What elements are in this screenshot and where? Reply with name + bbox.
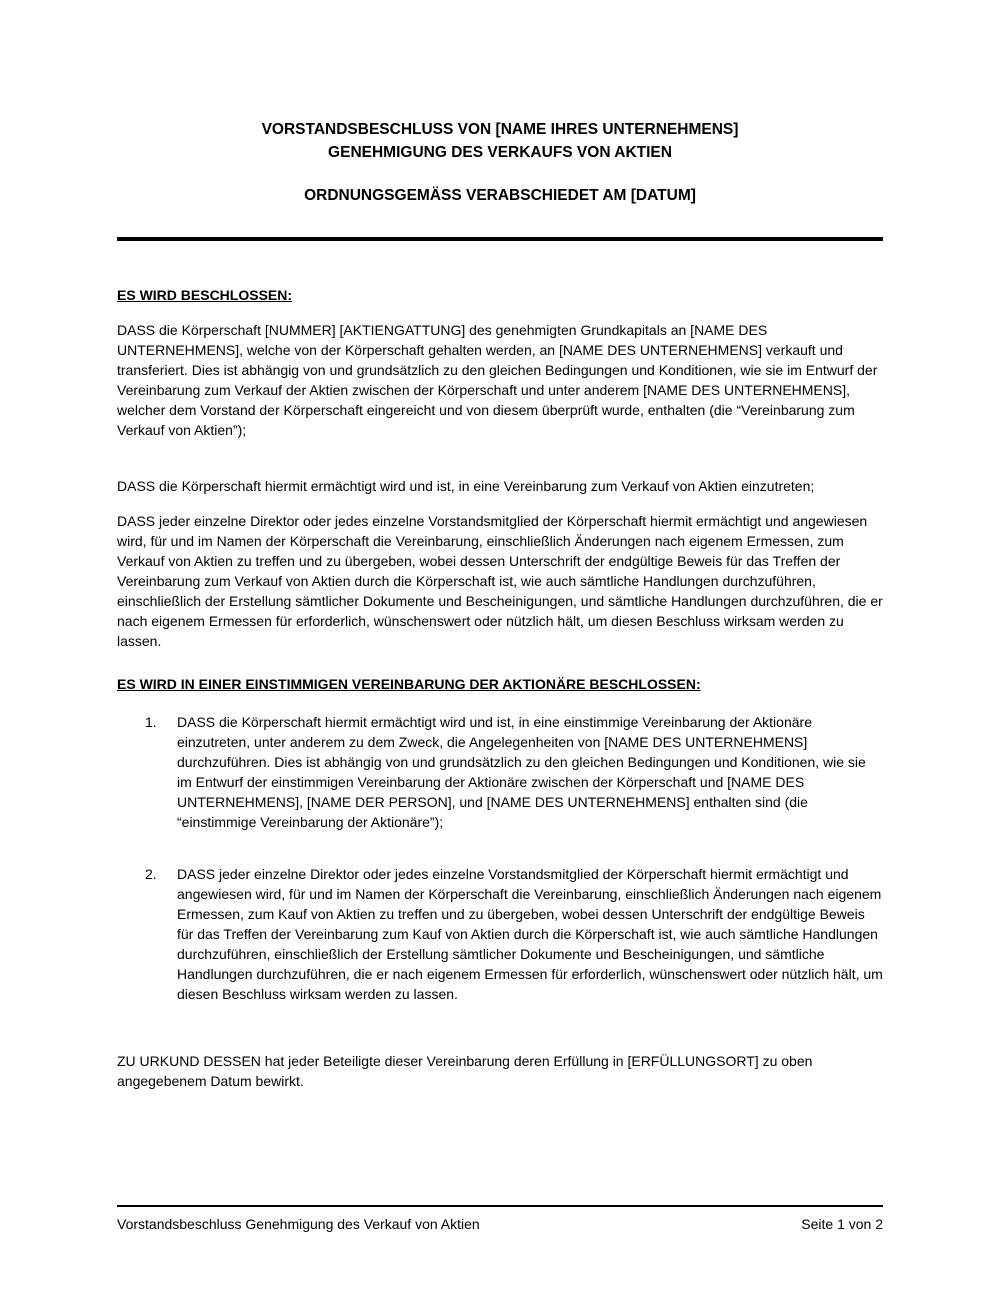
section1-paragraph-1: DASS die Körperschaft [NUMMER] [AKTIENGATTUNG] des genehmigten Grundkapitals an [NAME DES UNTERNEHMENS], welche von der Körperschaft gehalten werden, an [NAME DES UNTERNEHMENS] verkauft und transferiert. Dies ist abhängig von und grundsätzlich zu den gleichen Bedingungen und Konditionen, wie sie im Entwurf der Vereinbarung zum Verkauf der Aktien zwischen der Körperschaft und unter anderem [NAME DES UNTERNEHMENS], welcher dem Vorstand der Körperschaft eingereicht und von diesem überprüft wurde, enthalten (die “Vereinbarung zum Verkauf von Aktien”); [117,322,878,438]
footer-document-title: Vorstandsbeschluss Genehmigung des Verkauf von Aktien [117,1216,480,1232]
section1-paragraph-3: DASS jeder einzelne Direktor oder jedes einzelne Vorstandsmitglied der Körperschaft hiermit ermächtigt und angewiesen wird, für und im Namen der Körperschaft die Vereinbarung, einschließlich Änderungen nach eigenem Ermessen, zum Verkauf von Aktien zu treffen und zu übergeben, wobei dessen Unterschrift der endgültige Beweis für das Treffen der Vereinbarung zum Verkauf von Aktien durch die Körperschaft ist, wie auch sämtliche Handlungen durchzuführen, einschließlich der Erstellung sämtlicher Dokumente und Bescheinigungen, und sämtliche Handlungen durchzuführen, die er nach eigenem Ermessen für erforderlich, wünschenswert oder nützlich hält, um diesen Beschluss wirksam werden zu lassen. [117,513,883,649]
closing-paragraph: ZU URKUND DESSEN hat jeder Beteiligte dieser Vereinbarung deren Erfüllung in [ERFÜLLUNGSORT] zu oben angegebenem Datum bewirkt. [117,1053,813,1089]
list-item [117,864,883,1004]
section2-numbered-list [117,712,883,1004]
page-footer [117,1205,883,1234]
title-line-2: GENEHMIGUNG DES VERKAUFS VON AKTIEN [328,144,672,161]
document-title [117,0,883,164]
footer-divider [117,1205,883,1207]
section2-heading: ES WIRD IN EINER EINSTIMMIGEN VEREINBARUNG DER AKTIONÄRE BESCHLOSSEN: [117,676,701,692]
list-item-text: DASS jeder einzelne Direktor oder jedes einzelne Vorstandsmitglied der Körperschaft hiermit ermächtigt und angewiesen wird, für und im Namen der Körperschaft die Vereinbarung, einschließlich Änderungen nach eigenem Ermessen, zum Kauf von Aktien zu treffen und zu übergeben, wobei dessen Unterschrift der endgültige Beweis für das Treffen der Vereinbarung zum Kauf von Aktien durch die Körperschaft ist, wie auch sämtliche Handlungen durchzuführen, einschließlich der Erstellung sämtlicher Dokumente und Bescheinigungen, und sämtliche Handlungen durchzuführen, die er nach eigenem Ermessen für erforderlich, wünschenswert oder nützlich hält, um diesen Beschluss wirksam werden zu lassen. [177,866,883,1002]
section1-heading: ES WIRD BESCHLOSSEN: [117,287,293,303]
title-line-1: VORSTANDSBESCHLUSS VON [NAME IHRES UNTERNEHMENS] [261,121,739,138]
section1-paragraph-2: DASS die Körperschaft hiermit ermächtigt wird und ist, in eine Vereinbarung zum Verkauf von Aktien einzutreten; [117,478,815,494]
title-divider [117,237,883,241]
list-item-number: 1. [145,714,157,730]
list-item [117,712,883,832]
list-item-text: DASS die Körperschaft hiermit ermächtigt wird und ist, in eine einstimmige Vereinbarung der Aktionäre einzutreten, unter anderem zu dem Zweck, die Angelegenheiten von [NAME DES UNTERNEHMENS] durchzuführen. Dies ist abhängig von und grundsätzlich zu den gleichen Bedingungen und Konditionen, wie sie im Entwurf der einstimmigen Vereinbarung der Aktionäre zwischen der Körperschaft und [NAME DES UNTERNEHMENS], [NAME DER PERSON], und [NAME DES UNTERNEHMENS] enthalten sind (die “einstimmige Vereinbarung der Aktionäre”); [177,714,866,830]
list-item-number: 2. [145,866,157,882]
document-subtitle: ORDNUNGSGEMÄSS VERABSCHIEDET AM [DATUM] [304,187,696,204]
page-number: Seite 1 von 2 [801,1216,883,1232]
